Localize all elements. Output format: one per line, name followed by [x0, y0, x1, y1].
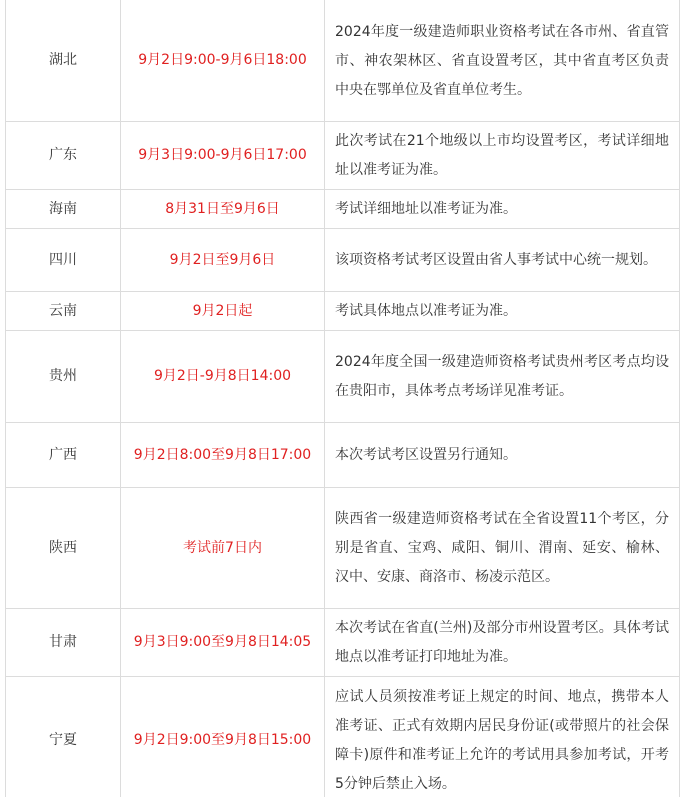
- province-cell: 宁夏: [6, 677, 121, 797]
- print-time-cell: 9月3日9:00-9月6日17:00: [121, 122, 325, 190]
- province-cell: 四川: [6, 229, 121, 292]
- note-cell: 考试具体地点以准考证为准。: [325, 292, 680, 331]
- table-row: [6, 122, 680, 190]
- province-cell: 贵州: [6, 331, 121, 423]
- table-row: [6, 423, 680, 488]
- note-cell: 2024年度全国一级建造师资格考试贵州考区考点均设在贵阳市，具体考点考场详见准考证。: [325, 331, 680, 423]
- table-row: [6, 229, 680, 292]
- note-cell: 2024年度一级建造师职业资格考试在各市州、省直管市、神农架林区、省直设置考区，其中省直考区负责中央在鄂单位及省直单位考生。: [325, 0, 680, 122]
- print-time-cell: 9月2日至9月6日: [121, 229, 325, 292]
- note-cell: 应试人员须按准考证上规定的时间、地点，携带本人准考证、正式有效期内居民身份证(或带照片的社会保障卡)原件和准考证上允许的考试用具参加考试，开考5分钟后禁止入场。: [325, 677, 680, 797]
- print-time-cell: 9月2日9:00至9月8日15:00: [121, 677, 325, 797]
- table-row: [6, 190, 680, 229]
- province-cell: 甘肃: [6, 609, 121, 677]
- table-row: [6, 331, 680, 423]
- note-cell: 本次考试考区设置另行通知。: [325, 423, 680, 488]
- province-cell: 广西: [6, 423, 121, 488]
- province-cell: 广东: [6, 122, 121, 190]
- note-cell: 本次考试在省直(兰州)及部分市州设置考区。具体考试地点以准考证打印地址为准。: [325, 609, 680, 677]
- print-time-cell: 9月3日9:00至9月8日14:05: [121, 609, 325, 677]
- exam-info-table: [5, 0, 680, 797]
- print-time-cell: 9月2日起: [121, 292, 325, 331]
- table-row: [6, 609, 680, 677]
- province-cell: 海南: [6, 190, 121, 229]
- print-time-cell: 9月2日9:00-9月6日18:00: [121, 0, 325, 122]
- print-time-cell: 9月2日8:00至9月8日17:00: [121, 423, 325, 488]
- table-row: [6, 488, 680, 609]
- province-cell: 陕西: [6, 488, 121, 609]
- print-time-cell: 9月2日-9月8日14:00: [121, 331, 325, 423]
- note-cell: 此次考试在21个地级以上市均设置考区，考试详细地址以准考证为准。: [325, 122, 680, 190]
- note-cell: 陕西省一级建造师资格考试在全省设置11个考区，分别是省直、宝鸡、咸阳、铜川、渭南、延安、榆林、汉中、安康、商洛市、杨凌示范区。: [325, 488, 680, 609]
- table-row: [6, 0, 680, 122]
- province-cell: 云南: [6, 292, 121, 331]
- table-row: [6, 292, 680, 331]
- table-row: [6, 677, 680, 797]
- print-time-cell: 考试前7日内: [121, 488, 325, 609]
- note-cell: 该项资格考试考区设置由省人事考试中心统一规划。: [325, 229, 680, 292]
- print-time-cell: 8月31日至9月6日: [121, 190, 325, 229]
- province-cell: 湖北: [6, 0, 121, 122]
- note-cell: 考试详细地址以准考证为准。: [325, 190, 680, 229]
